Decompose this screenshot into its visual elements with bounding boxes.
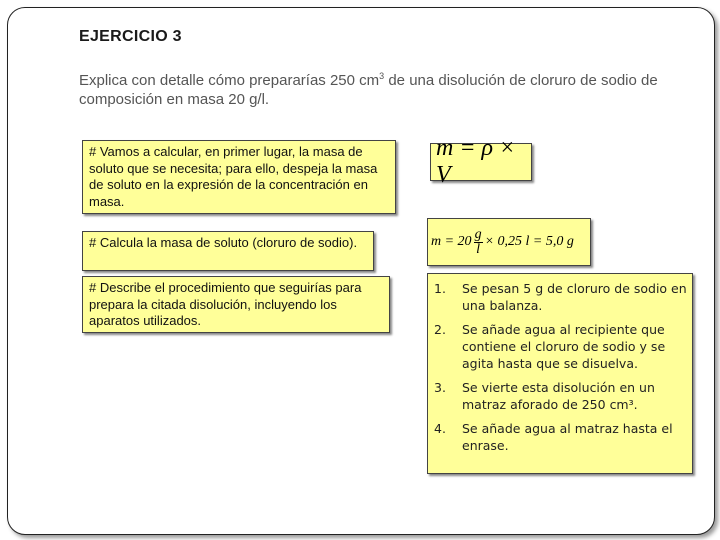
formula-lhs: m = 20 bbox=[431, 234, 472, 249]
step-text: Se añade agua al matraz hasta el enrase. bbox=[462, 421, 673, 453]
procedure-steps-box bbox=[427, 273, 693, 474]
hint-box-procedure: # Describe el procedimiento que seguirías para prepara la citada disolución, incluyendo los aparatos utilizados. bbox=[82, 276, 390, 333]
fraction-numerator: g bbox=[474, 226, 482, 242]
step-text: Se pesan 5 g de cloruro de sodio en una balanza. bbox=[462, 281, 687, 313]
hint-box-calculate: # Calcula la masa de soluto (cloruro de sodio). bbox=[82, 231, 374, 271]
step-text: Se vierte esta disolución en un matraz aforado de 250 cm³. bbox=[462, 380, 655, 412]
statement-superscript: 3 bbox=[379, 71, 385, 81]
step-number: 1. bbox=[434, 281, 446, 296]
exercise-statement bbox=[79, 67, 699, 109]
statement-text-1: Explica con detalle cómo prepararías 250 cm bbox=[79, 72, 380, 89]
procedure-step bbox=[434, 280, 688, 314]
formula-fraction bbox=[474, 228, 483, 257]
formula-mass-density: m = ρ × V bbox=[430, 143, 532, 181]
step-text: Se añade agua al recipiente que contiene el cloruro de sodio y se agita hasta que se disuelva. bbox=[462, 322, 666, 371]
statement-text-2: de una disolución de cloruro de sodio de composición en masa 20 g/l. bbox=[79, 72, 658, 108]
hint-box-mass: # Vamos a calcular, en primer lugar, la masa de soluto que se necesita; para ello, despeja la masa de soluto en la expresión de la concentración en masa. bbox=[82, 140, 396, 214]
exercise-title: EJERCICIO 3 bbox=[79, 28, 182, 45]
step-number: 2. bbox=[434, 322, 446, 337]
procedure-steps-list bbox=[434, 280, 688, 454]
procedure-step bbox=[434, 379, 688, 413]
step-number: 3. bbox=[434, 380, 446, 395]
procedure-step bbox=[434, 321, 688, 372]
fraction-denominator: l bbox=[476, 241, 480, 257]
procedure-step bbox=[434, 420, 688, 454]
step-number: 4. bbox=[434, 421, 446, 436]
formula-rhs: × 0,25 l = 5,0 g bbox=[484, 234, 574, 249]
formula-mass-calculation bbox=[427, 218, 591, 266]
